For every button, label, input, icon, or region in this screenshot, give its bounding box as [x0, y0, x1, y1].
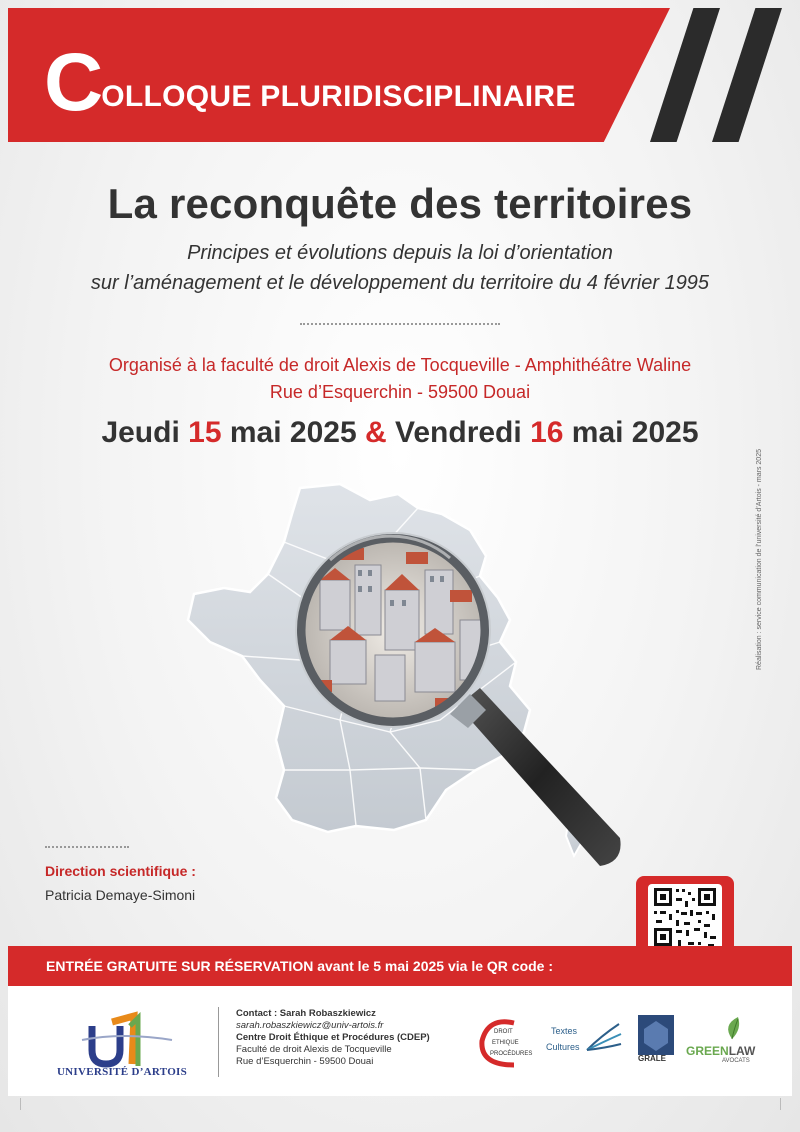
crop-mark	[20, 1098, 33, 1110]
greenlaw-text	[686, 1044, 755, 1058]
contact-address: Rue d’Esquerchin - 59500 Douai	[236, 1056, 374, 1067]
cdep-line-1: DROIT	[494, 1029, 513, 1035]
contact-name: Contact : Sarah Robaszkiewicz	[236, 1008, 376, 1019]
direction-name: Patricia Demaye-Simoni	[45, 887, 196, 903]
contact-faculty: Faculté de droit Alexis de Tocqueville	[236, 1044, 392, 1055]
tc-word-2: Cultures	[546, 1042, 580, 1052]
contact-email[interactable]: sarah.robaszkiewicz@univ-artois.fr	[236, 1020, 384, 1031]
university-name: UNIVERSITÉ D’ARTOIS	[56, 1066, 188, 1078]
colloque-heading	[44, 37, 576, 128]
greenlaw-sub: AVOCATS	[722, 1058, 750, 1064]
qr-code-icon[interactable]	[648, 884, 722, 952]
dates-ampersand: &	[364, 416, 387, 449]
footer-divider	[218, 1007, 219, 1077]
reservation-text	[46, 958, 553, 974]
direction-label: Direction scientifique :	[45, 863, 196, 879]
leaf-icon	[712, 1015, 752, 1041]
day1-month: mai 2025	[229, 416, 357, 449]
day2-name: Vendredi	[395, 416, 522, 449]
subtitle-line-2: sur l’aménagement et le développement du territoire du 4 février 1995	[90, 272, 710, 294]
france-map-icon	[180, 470, 650, 910]
magnifier-handle	[458, 688, 621, 866]
day2-month: mai 2025	[571, 416, 699, 449]
crop-mark	[768, 1098, 781, 1110]
reservation-rest: avant le 5 mai 2025 via le QR code :	[317, 958, 554, 974]
grale-text: GRALE	[638, 1054, 666, 1063]
main-title: La reconquête des territoires	[107, 180, 693, 227]
credit-text: Réalisation : service communication de l’université d’Artois - mars 2025	[756, 449, 763, 670]
venue-line-1: Organisé à la faculté de droit Alexis de Tocqueville - Amphithéâtre Waline	[108, 355, 692, 375]
day2-number: 16	[530, 416, 564, 449]
tc-word-1: Textes	[551, 1026, 578, 1036]
dotted-divider	[45, 846, 129, 848]
day1-number: 15	[188, 416, 222, 449]
qr-code-container	[648, 884, 722, 952]
day1-name: Jeudi	[101, 416, 180, 449]
contact-centre: Centre Droit Éthique et Procédures (CDEP)	[236, 1032, 430, 1043]
greenlaw-green: GREEN	[686, 1044, 729, 1058]
cdep-line-3: PROCÉDURES	[490, 1051, 533, 1057]
greenlaw-grey: LAW	[728, 1044, 756, 1058]
grale-logo	[638, 1015, 674, 1055]
contact-block	[236, 1008, 430, 1068]
heading-rest: OLLOQUE PLURIDISCIPLINAIRE	[101, 80, 576, 113]
textes-cultures-logo	[543, 1018, 623, 1058]
dotted-divider	[300, 323, 500, 325]
heading-initial: C	[44, 37, 102, 128]
cdep-line-2: ETHIQUE	[492, 1040, 519, 1046]
subtitle-line-1: Principes et évolutions depuis la loi d’orientation	[187, 242, 613, 264]
cdep-logo	[474, 1015, 534, 1071]
venue-line-2: Rue d’Esquerchin - 59500 Douai	[269, 382, 531, 402]
event-dates	[0, 416, 800, 450]
reservation-bold: ENTRÉE GRATUITE SUR RÉSERVATION	[46, 958, 314, 974]
